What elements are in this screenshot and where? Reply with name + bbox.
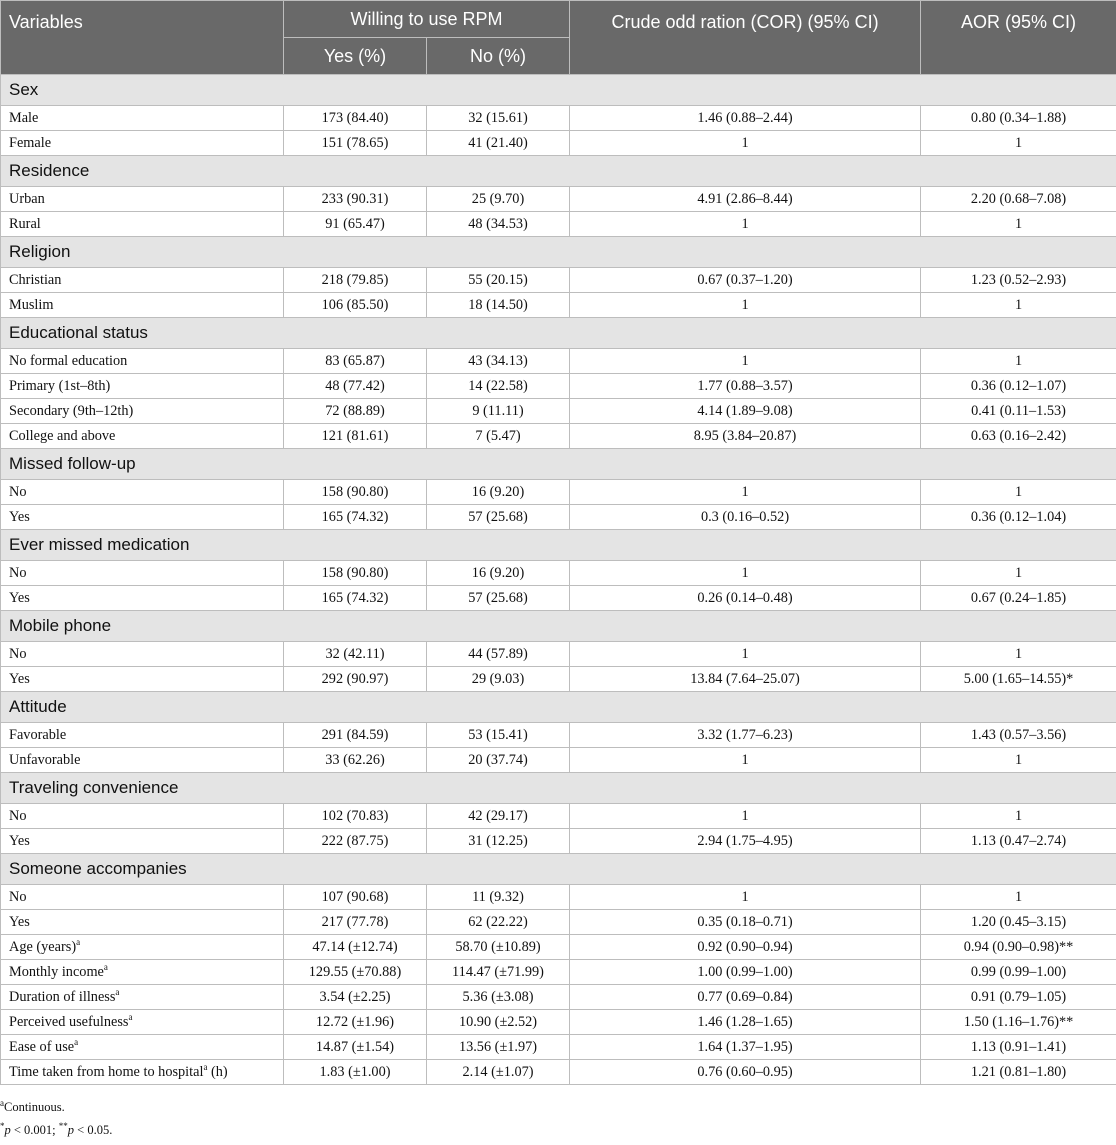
section-row: [1, 692, 1116, 723]
row-label-text: No: [9, 484, 26, 500]
row-label-text: No: [9, 808, 26, 824]
row-label: [1, 349, 284, 374]
cell-no: 55 (20.15): [427, 268, 570, 293]
cell-no: 2.14 (±1.07): [427, 1060, 570, 1085]
cell-yes: 158 (90.80): [284, 561, 427, 586]
section-title: Mobile phone: [1, 611, 1116, 642]
cell-cor: 0.35 (0.18–0.71): [570, 910, 921, 935]
cell-cor: 4.91 (2.86–8.44): [570, 187, 921, 212]
cell-aor: 0.36 (0.12–1.04): [921, 505, 1116, 530]
row-label-text: Male: [9, 110, 38, 126]
cell-cor: 1.00 (0.99–1.00): [570, 960, 921, 985]
row-label: [1, 131, 284, 156]
row-label-text: Age (years): [9, 939, 76, 955]
table-row: [1, 723, 1116, 748]
header-no: No (%): [427, 38, 570, 75]
row-label: [1, 424, 284, 449]
row-label: [1, 910, 284, 935]
row-label-text: Muslim: [9, 297, 54, 313]
row-label: [1, 480, 284, 505]
table-row: [1, 985, 1116, 1010]
table-row: [1, 293, 1116, 318]
cell-cor: 13.84 (7.64–25.07): [570, 667, 921, 692]
table-row: [1, 910, 1116, 935]
cell-aor: 1: [921, 349, 1116, 374]
footnote-text: Continuous.: [4, 1100, 65, 1114]
cell-cor: 1: [570, 748, 921, 773]
section-row: [1, 318, 1116, 349]
cell-no: 43 (34.13): [427, 349, 570, 374]
cell-cor: 1: [570, 293, 921, 318]
section-title: Someone accompanies: [1, 854, 1116, 885]
cell-yes: 233 (90.31): [284, 187, 427, 212]
table-row: [1, 106, 1116, 131]
row-label-text: No: [9, 565, 26, 581]
cell-cor: 0.92 (0.90–0.94): [570, 935, 921, 960]
cell-yes: 218 (79.85): [284, 268, 427, 293]
section-row: [1, 611, 1116, 642]
cell-cor: 2.94 (1.75–4.95): [570, 829, 921, 854]
header-variables: Variables: [1, 1, 284, 75]
header-aor: AOR (95% CI): [921, 1, 1116, 75]
cell-yes: 222 (87.75): [284, 829, 427, 854]
cell-cor: 1.64 (1.37–1.95): [570, 1035, 921, 1060]
cell-aor: 0.67 (0.24–1.85): [921, 586, 1116, 611]
row-label-superscript: a: [76, 937, 80, 947]
row-label-text: Monthly income: [9, 964, 104, 980]
section-row: [1, 156, 1116, 187]
cell-aor: 1: [921, 642, 1116, 667]
row-label-text: Unfavorable: [9, 752, 80, 768]
row-label-text: College and above: [9, 428, 115, 444]
cell-cor: 1: [570, 212, 921, 237]
table-row: [1, 399, 1116, 424]
row-label-text: Rural: [9, 216, 41, 232]
row-label: [1, 187, 284, 212]
cell-cor: 1.46 (0.88–2.44): [570, 106, 921, 131]
row-label: [1, 505, 284, 530]
cell-yes: 121 (81.61): [284, 424, 427, 449]
cell-aor: 1.43 (0.57–3.56): [921, 723, 1116, 748]
cell-cor: 0.26 (0.14–0.48): [570, 586, 921, 611]
cell-aor: 0.99 (0.99–1.00): [921, 960, 1116, 985]
row-label-text: Yes: [9, 671, 30, 687]
cell-yes: 12.72 (±1.96): [284, 1010, 427, 1035]
table-row: [1, 480, 1116, 505]
cell-cor: 4.14 (1.89–9.08): [570, 399, 921, 424]
table-row: [1, 748, 1116, 773]
cell-no: 32 (15.61): [427, 106, 570, 131]
table-row: [1, 642, 1116, 667]
section-title: Educational status: [1, 318, 1116, 349]
table-row: [1, 1010, 1116, 1035]
cell-no: 14 (22.58): [427, 374, 570, 399]
cell-cor: 1: [570, 642, 921, 667]
cell-no: 13.56 (±1.97): [427, 1035, 570, 1060]
table-row: [1, 424, 1116, 449]
row-label-text: No formal education: [9, 353, 127, 369]
row-label-superscript: a: [74, 1037, 78, 1047]
footnote-text: < 0.001;: [11, 1123, 59, 1137]
cell-aor: 0.91 (0.79–1.05): [921, 985, 1116, 1010]
section-row: [1, 773, 1116, 804]
cell-cor: 0.67 (0.37–1.20): [570, 268, 921, 293]
row-label: [1, 960, 284, 985]
section-title: Attitude: [1, 692, 1116, 723]
cell-cor: 3.32 (1.77–6.23): [570, 723, 921, 748]
table-row: [1, 586, 1116, 611]
cell-aor: 1.21 (0.81–1.80): [921, 1060, 1116, 1085]
cell-no: 25 (9.70): [427, 187, 570, 212]
section-title: Residence: [1, 156, 1116, 187]
section-row: [1, 237, 1116, 268]
row-label: [1, 293, 284, 318]
cell-yes: 32 (42.11): [284, 642, 427, 667]
cell-aor: 1.50 (1.16–1.76)**: [921, 1010, 1116, 1035]
row-label: [1, 885, 284, 910]
cell-cor: 1: [570, 804, 921, 829]
table-row: [1, 212, 1116, 237]
cell-yes: 165 (74.32): [284, 505, 427, 530]
cell-yes: 3.54 (±2.25): [284, 985, 427, 1010]
cell-aor: 1.23 (0.52–2.93): [921, 268, 1116, 293]
cell-cor: 1: [570, 131, 921, 156]
cell-yes: 217 (77.78): [284, 910, 427, 935]
cell-no: 58.70 (±10.89): [427, 935, 570, 960]
row-label: [1, 935, 284, 960]
header-cor: Crude odd ration (COR) (95% CI): [570, 1, 921, 75]
cell-aor: 0.80 (0.34–1.88): [921, 106, 1116, 131]
cell-no: 7 (5.47): [427, 424, 570, 449]
cell-yes: 106 (85.50): [284, 293, 427, 318]
row-label: [1, 561, 284, 586]
row-label-superscript: a: [104, 962, 108, 972]
row-label: [1, 399, 284, 424]
row-label: [1, 829, 284, 854]
row-label-text: Favorable: [9, 727, 66, 743]
cell-aor: 1.13 (0.47–2.74): [921, 829, 1116, 854]
table-row: [1, 885, 1116, 910]
footnote-p: p: [68, 1123, 74, 1137]
cell-no: 53 (15.41): [427, 723, 570, 748]
table-row: [1, 1035, 1116, 1060]
section-title: Religion: [1, 237, 1116, 268]
cell-yes: 91 (65.47): [284, 212, 427, 237]
cell-aor: 0.41 (0.11–1.53): [921, 399, 1116, 424]
row-label-text: Yes: [9, 833, 30, 849]
cell-yes: 129.55 (±70.88): [284, 960, 427, 985]
cell-yes: 107 (90.68): [284, 885, 427, 910]
row-label: [1, 667, 284, 692]
cell-yes: 83 (65.87): [284, 349, 427, 374]
table-row: [1, 829, 1116, 854]
section-title: Sex: [1, 75, 1116, 106]
table-row: [1, 561, 1116, 586]
cell-aor: 0.36 (0.12–1.07): [921, 374, 1116, 399]
cell-yes: 173 (84.40): [284, 106, 427, 131]
table-row: [1, 1060, 1116, 1085]
cell-yes: 291 (84.59): [284, 723, 427, 748]
cell-yes: 47.14 (±12.74): [284, 935, 427, 960]
cell-no: 41 (21.40): [427, 131, 570, 156]
row-label: [1, 106, 284, 131]
row-label: [1, 374, 284, 399]
cell-cor: 0.77 (0.69–0.84): [570, 985, 921, 1010]
cell-cor: 1.46 (1.28–1.65): [570, 1010, 921, 1035]
row-label: [1, 985, 284, 1010]
cell-no: 20 (37.74): [427, 748, 570, 773]
cell-cor: 1: [570, 561, 921, 586]
cell-aor: 1: [921, 131, 1116, 156]
row-label-text: Duration of illness: [9, 989, 115, 1005]
table-row: [1, 505, 1116, 530]
cell-no: 18 (14.50): [427, 293, 570, 318]
footnote-significance: [0, 1122, 1116, 1145]
section-row: [1, 530, 1116, 561]
footnote-mark: *: [0, 1121, 5, 1131]
cell-aor: 1: [921, 885, 1116, 910]
cell-yes: 151 (78.65): [284, 131, 427, 156]
row-label-text: Yes: [9, 590, 30, 606]
cell-aor: 1: [921, 804, 1116, 829]
cell-no: 44 (57.89): [427, 642, 570, 667]
table-row: [1, 131, 1116, 156]
section-title: Traveling convenience: [1, 773, 1116, 804]
row-label-text: Primary (1st–8th): [9, 378, 110, 394]
cell-aor: 5.00 (1.65–14.55)*: [921, 667, 1116, 692]
cell-aor: 0.94 (0.90–0.98)**: [921, 935, 1116, 960]
row-label-text: Christian: [9, 272, 61, 288]
table-body: [1, 75, 1116, 1085]
cell-no: 57 (25.68): [427, 586, 570, 611]
table-row: [1, 374, 1116, 399]
row-label-text: Urban: [9, 191, 45, 207]
cell-cor: 8.95 (3.84–20.87): [570, 424, 921, 449]
footnote-p: p: [5, 1123, 11, 1137]
row-label-text: Perceived usefulness: [9, 1014, 129, 1030]
table-row: [1, 268, 1116, 293]
footnote-mark: **: [59, 1121, 68, 1131]
row-label-superscript: a: [129, 1012, 133, 1022]
row-label-text: Yes: [9, 914, 30, 930]
row-label-text: No: [9, 646, 26, 662]
table-footnotes: [0, 1085, 1116, 1145]
cell-yes: 1.83 (±1.00): [284, 1060, 427, 1085]
cell-yes: 165 (74.32): [284, 586, 427, 611]
table-row: [1, 349, 1116, 374]
row-label: [1, 804, 284, 829]
row-label-text: No: [9, 889, 26, 905]
cell-yes: 158 (90.80): [284, 480, 427, 505]
cell-yes: 33 (62.26): [284, 748, 427, 773]
cell-no: 16 (9.20): [427, 480, 570, 505]
header-yes: Yes (%): [284, 38, 427, 75]
row-label-superscript: a: [203, 1062, 207, 1072]
row-label: [1, 1060, 284, 1085]
cell-no: 57 (25.68): [427, 505, 570, 530]
cell-no: 9 (11.11): [427, 399, 570, 424]
cell-aor: 1.13 (0.91–1.41): [921, 1035, 1116, 1060]
row-label: [1, 268, 284, 293]
cell-aor: 0.63 (0.16–2.42): [921, 424, 1116, 449]
section-title: Ever missed medication: [1, 530, 1116, 561]
cell-yes: 48 (77.42): [284, 374, 427, 399]
row-label-text: Female: [9, 135, 51, 151]
cell-no: 16 (9.20): [427, 561, 570, 586]
footnote-continuous: [0, 1099, 1116, 1122]
row-label: [1, 586, 284, 611]
row-label: [1, 1035, 284, 1060]
row-label: [1, 748, 284, 773]
cell-aor: 1: [921, 212, 1116, 237]
cell-no: 11 (9.32): [427, 885, 570, 910]
row-label-text: Ease of use: [9, 1039, 74, 1055]
cell-yes: 292 (90.97): [284, 667, 427, 692]
cell-cor: 1: [570, 349, 921, 374]
cell-no: 48 (34.53): [427, 212, 570, 237]
cell-cor: 0.76 (0.60–0.95): [570, 1060, 921, 1085]
cell-no: 10.90 (±2.52): [427, 1010, 570, 1035]
cell-cor: 1: [570, 480, 921, 505]
cell-no: 114.47 (±71.99): [427, 960, 570, 985]
cell-yes: 102 (70.83): [284, 804, 427, 829]
cell-yes: 14.87 (±1.54): [284, 1035, 427, 1060]
row-label-text: Time taken from home to hospital: [9, 1064, 203, 1080]
section-row: [1, 75, 1116, 106]
footnote-text: < 0.05.: [74, 1123, 112, 1137]
table-row: [1, 804, 1116, 829]
table-row: [1, 935, 1116, 960]
row-label-text: Secondary (9th–12th): [9, 403, 133, 419]
section-row: [1, 854, 1116, 885]
cell-aor: 1: [921, 480, 1116, 505]
row-label: [1, 642, 284, 667]
row-label-superscript: a: [115, 987, 119, 997]
table-row: [1, 960, 1116, 985]
table-header: [1, 1, 1116, 75]
cell-aor: 1: [921, 561, 1116, 586]
cell-no: 31 (12.25): [427, 829, 570, 854]
cell-cor: 1.77 (0.88–3.57): [570, 374, 921, 399]
cell-no: 5.36 (±3.08): [427, 985, 570, 1010]
cell-cor: 1: [570, 885, 921, 910]
cell-cor: 0.3 (0.16–0.52): [570, 505, 921, 530]
footnote-mark: a: [0, 1098, 4, 1108]
cell-no: 42 (29.17): [427, 804, 570, 829]
cell-aor: 2.20 (0.68–7.08): [921, 187, 1116, 212]
cell-aor: 1: [921, 293, 1116, 318]
row-label-text: Yes: [9, 509, 30, 525]
row-label: [1, 1010, 284, 1035]
section-title: Missed follow-up: [1, 449, 1116, 480]
row-label: [1, 723, 284, 748]
row-label: [1, 212, 284, 237]
table-row: [1, 667, 1116, 692]
cell-aor: 1: [921, 748, 1116, 773]
section-row: [1, 449, 1116, 480]
table-row: [1, 187, 1116, 212]
cell-no: 29 (9.03): [427, 667, 570, 692]
header-willing: Willing to use RPM: [284, 1, 570, 38]
cell-no: 62 (22.22): [427, 910, 570, 935]
cell-yes: 72 (88.89): [284, 399, 427, 424]
cell-aor: 1.20 (0.45–3.15): [921, 910, 1116, 935]
row-label-suffix: (h): [207, 1064, 227, 1080]
